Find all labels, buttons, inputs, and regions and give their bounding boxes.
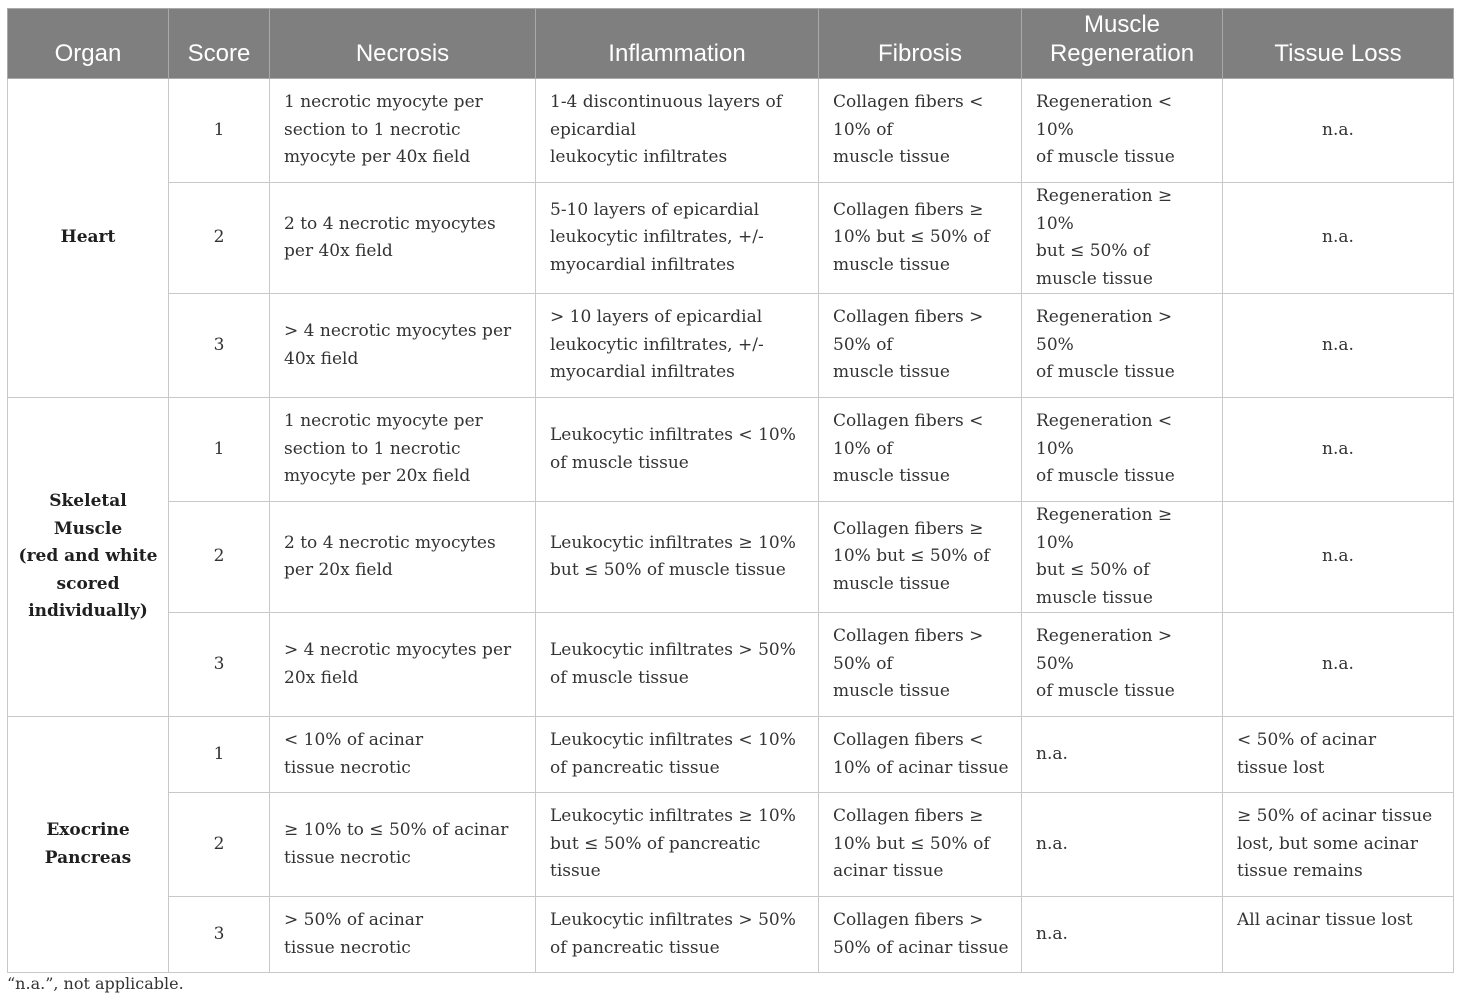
necrosis-cell: 1 necrotic myocyte per section to 1 necrotic myocyte per 20x field <box>270 398 536 502</box>
organ-cell-skeletal-muscle: Skeletal Muscle (red and white scored individually) <box>8 398 169 717</box>
inflammation-cell: Leukocytic infiltrates < 10% of pancreatic tissue <box>536 717 819 793</box>
tissue-loss-cell: n.a. <box>1223 398 1454 502</box>
tissue-loss-cell: < 50% of acinar tissue lost <box>1223 717 1454 793</box>
necrosis-cell: > 50% of acinar tissue necrotic <box>270 897 536 973</box>
regeneration-cell: Regeneration > 50% of muscle tissue <box>1022 613 1223 717</box>
tissue-loss-cell: n.a. <box>1223 613 1454 717</box>
necrosis-cell: 2 to 4 necrotic myocytes per 40x field <box>270 183 536 294</box>
header-fibrosis: Fibrosis <box>819 9 1022 79</box>
regeneration-cell: Regeneration < 10% of muscle tissue <box>1022 79 1223 183</box>
inflammation-cell: 5-10 layers of epicardial leukocytic infiltrates, +/- myocardial infiltrates <box>536 183 819 294</box>
regeneration-cell: n.a. <box>1022 793 1223 897</box>
tissue-loss-cell: n.a. <box>1223 294 1454 398</box>
fibrosis-cell: Collagen fibers > 50% of muscle tissue <box>819 613 1022 717</box>
tissue-loss-cell: All acinar tissue lost <box>1223 897 1454 973</box>
table-row <box>8 717 1454 793</box>
fibrosis-cell: Collagen fibers ≥ 10% but ≤ 50% of muscle tissue <box>819 183 1022 294</box>
necrosis-cell: ≥ 10% to ≤ 50% of acinar tissue necrotic <box>270 793 536 897</box>
header-muscle-regeneration: Muscle Regeneration <box>1022 9 1223 79</box>
table-body <box>8 79 1454 973</box>
score-cell: 2 <box>169 793 270 897</box>
regeneration-cell: n.a. <box>1022 717 1223 793</box>
table-header <box>8 9 1454 79</box>
necrosis-cell: > 4 necrotic myocytes per 20x field <box>270 613 536 717</box>
inflammation-cell: Leukocytic infiltrates ≥ 10% but ≤ 50% of pancreatic tissue <box>536 793 819 897</box>
fibrosis-cell: Collagen fibers > 50% of acinar tissue <box>819 897 1022 973</box>
score-cell: 2 <box>169 183 270 294</box>
inflammation-cell: Leukocytic infiltrates ≥ 10% but ≤ 50% of muscle tissue <box>536 502 819 613</box>
tissue-loss-cell: ≥ 50% of acinar tissue lost, but some acinar tissue remains <box>1223 793 1454 897</box>
scoring-table-container <box>7 8 1453 973</box>
table-row <box>8 183 1454 294</box>
inflammation-cell: > 10 layers of epicardial leukocytic infiltrates, +/- myocardial infiltrates <box>536 294 819 398</box>
tissue-loss-cell: n.a. <box>1223 79 1454 183</box>
organ-cell-exocrine-pancreas: Exocrine Pancreas <box>8 717 169 973</box>
table-footnote: “n.a.”, not applicable. <box>7 974 184 993</box>
necrosis-cell: 2 to 4 necrotic myocytes per 20x field <box>270 502 536 613</box>
table-row <box>8 398 1454 502</box>
score-cell: 1 <box>169 398 270 502</box>
fibrosis-cell: Collagen fibers < 10% of acinar tissue <box>819 717 1022 793</box>
inflammation-cell: Leukocytic infiltrates > 50% of pancreatic tissue <box>536 897 819 973</box>
tissue-loss-cell: n.a. <box>1223 502 1454 613</box>
fibrosis-cell: Collagen fibers < 10% of muscle tissue <box>819 398 1022 502</box>
header-tissue-loss: Tissue Loss <box>1223 9 1454 79</box>
header-organ: Organ <box>8 9 169 79</box>
score-cell: 2 <box>169 502 270 613</box>
table-row <box>8 79 1454 183</box>
organ-cell-heart: Heart <box>8 79 169 398</box>
inflammation-cell: Leukocytic infiltrates < 10% of muscle tissue <box>536 398 819 502</box>
tissue-loss-cell: n.a. <box>1223 183 1454 294</box>
table-row <box>8 294 1454 398</box>
regeneration-cell: Regeneration ≥ 10% but ≤ 50% of muscle tissue <box>1022 183 1223 294</box>
regeneration-cell: Regeneration < 10% of muscle tissue <box>1022 398 1223 502</box>
table-row <box>8 502 1454 613</box>
score-cell: 1 <box>169 79 270 183</box>
header-score: Score <box>169 9 270 79</box>
fibrosis-cell: Collagen fibers < 10% of muscle tissue <box>819 79 1022 183</box>
score-cell: 3 <box>169 897 270 973</box>
fibrosis-cell: Collagen fibers ≥ 10% but ≤ 50% of muscle tissue <box>819 502 1022 613</box>
table-row <box>8 897 1454 973</box>
necrosis-cell: > 4 necrotic myocytes per 40x field <box>270 294 536 398</box>
score-cell: 1 <box>169 717 270 793</box>
regeneration-cell: Regeneration ≥ 10% but ≤ 50% of muscle tissue <box>1022 502 1223 613</box>
header-necrosis: Necrosis <box>270 9 536 79</box>
header-inflammation: Inflammation <box>536 9 819 79</box>
header-row <box>8 9 1454 79</box>
histopathology-scoring-table <box>7 8 1454 973</box>
fibrosis-cell: Collagen fibers ≥ 10% but ≤ 50% of acinar tissue <box>819 793 1022 897</box>
score-cell: 3 <box>169 613 270 717</box>
table-row <box>8 613 1454 717</box>
regeneration-cell: Regeneration > 50% of muscle tissue <box>1022 294 1223 398</box>
inflammation-cell: Leukocytic infiltrates > 50% of muscle tissue <box>536 613 819 717</box>
table-row <box>8 793 1454 897</box>
inflammation-cell: 1-4 discontinuous layers of epicardial leukocytic infiltrates <box>536 79 819 183</box>
necrosis-cell: < 10% of acinar tissue necrotic <box>270 717 536 793</box>
score-cell: 3 <box>169 294 270 398</box>
regeneration-cell: n.a. <box>1022 897 1223 973</box>
fibrosis-cell: Collagen fibers > 50% of muscle tissue <box>819 294 1022 398</box>
necrosis-cell: 1 necrotic myocyte per section to 1 necrotic myocyte per 40x field <box>270 79 536 183</box>
